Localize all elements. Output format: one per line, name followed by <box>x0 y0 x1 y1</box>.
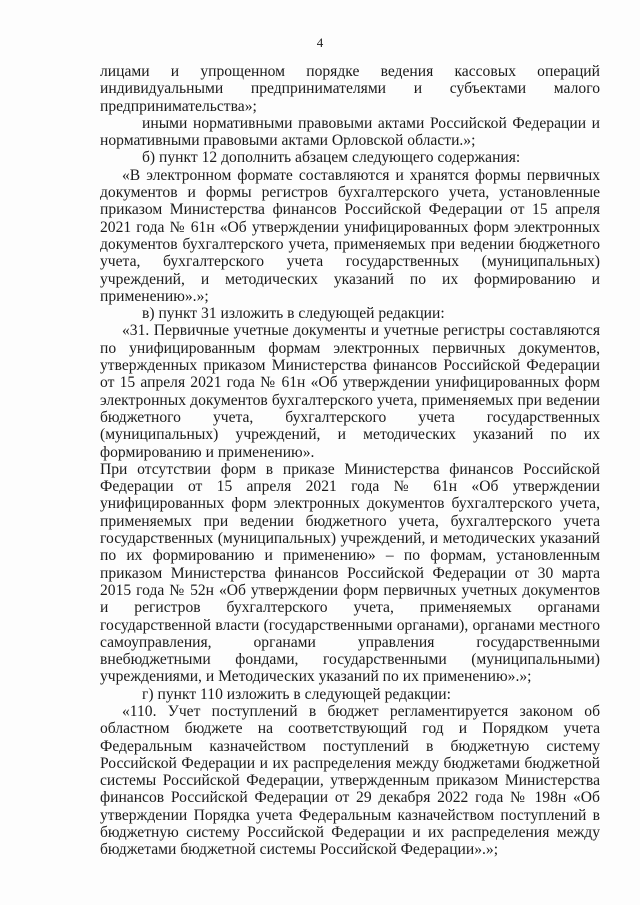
paragraph-3: б) пункт 12 дополнить абзацем следующего содержания: <box>142 149 521 167</box>
paragraph-6: «31. Первичные учетные документы и учетные регистры составляются по унифицированным формам электронных первичных документов, утвержденных приказом Министерства финансов Российской Федерации от 15 апреля 2021 года № 61н «Об утверждении унифицированных форм электронных документов бухгалтерского учета, применяемых при ведении бюджетного учета, бухгалтерского учета государственных (муниципальных) учреждений, и методических указаний по их формированию и применению». <box>100 322 600 461</box>
paragraph-4: «В электронном формате составляются и хранятся формы первичных документов и формы регистров бухгалтерского учета, установленные приказом Министерства финансов Российской Федерации от 15 апреля 2021 года № 61н «Об утверждении унифицированных форм электронных документов бухгалтерского учета, применяемых при ведении бюджетного учета, бухгалтерского учета государственных (муниципальных) учреждений, и методических указаний по их формированию и применению».»; <box>100 166 600 305</box>
paragraph-1: лицами и упрощенном порядке ведения кассовых операций индивидуальными предпринимателями и субъектами малого предпринимательства»; <box>100 63 600 115</box>
document-body <box>100 63 600 859</box>
paragraph-7: При отсутствии форм в приказе Министерства финансов Российской Федерации от 15 апреля 2021 года № 61н «Об утверждении унифицированных форм электронных документов бухгалтерского учета, применяемых при ведении бюджетного учета, бухгалтерского учета государственных (муниципальных) учреждений, и методических указаний по их формированию и применению» – по формам, установленным приказом Министерства финансов Российской Федерации от 30 марта 2015 года № 52н «Об утверждении форм первичных учетных документов и регистров бухгалтерского учета, применяемых органами государственной власти (государственными органами), органами местного самоуправления, органами управления государственными внебюджетными фондами, государственными (муниципальными) учреждениями, и Методических указаний по их применению».»; <box>100 460 600 686</box>
paragraph-5: в) пункт 31 изложить в следующей редакции: <box>142 305 445 323</box>
paragraph-2: иными нормативными правовыми актами Российской Федерации и нормативными правовыми актами Орловской области.»; <box>100 114 600 150</box>
paragraph-8: г) пункт 110 изложить в следующей редакции: <box>142 685 451 703</box>
page-number: 4 <box>316 35 324 50</box>
paragraph-9: «110. Учет поступлений в бюджет регламентируется законом об областном бюджете на соответствующий год и Порядком учета Федеральным казначейством поступлений в бюджетную систему Российской Федерации и их распределения между бюджетами бюджетной системы Российской Федерации, утвержденным приказом Министерства финансов Российской Федерации от 29 декабря 2022 года № 198н «Об утверждении Порядка учета Федеральным казначейством поступлений в бюджетную систему Российской Федерации и их распределения между бюджетами бюджетной системы Российской Федерации».»; <box>100 702 600 859</box>
